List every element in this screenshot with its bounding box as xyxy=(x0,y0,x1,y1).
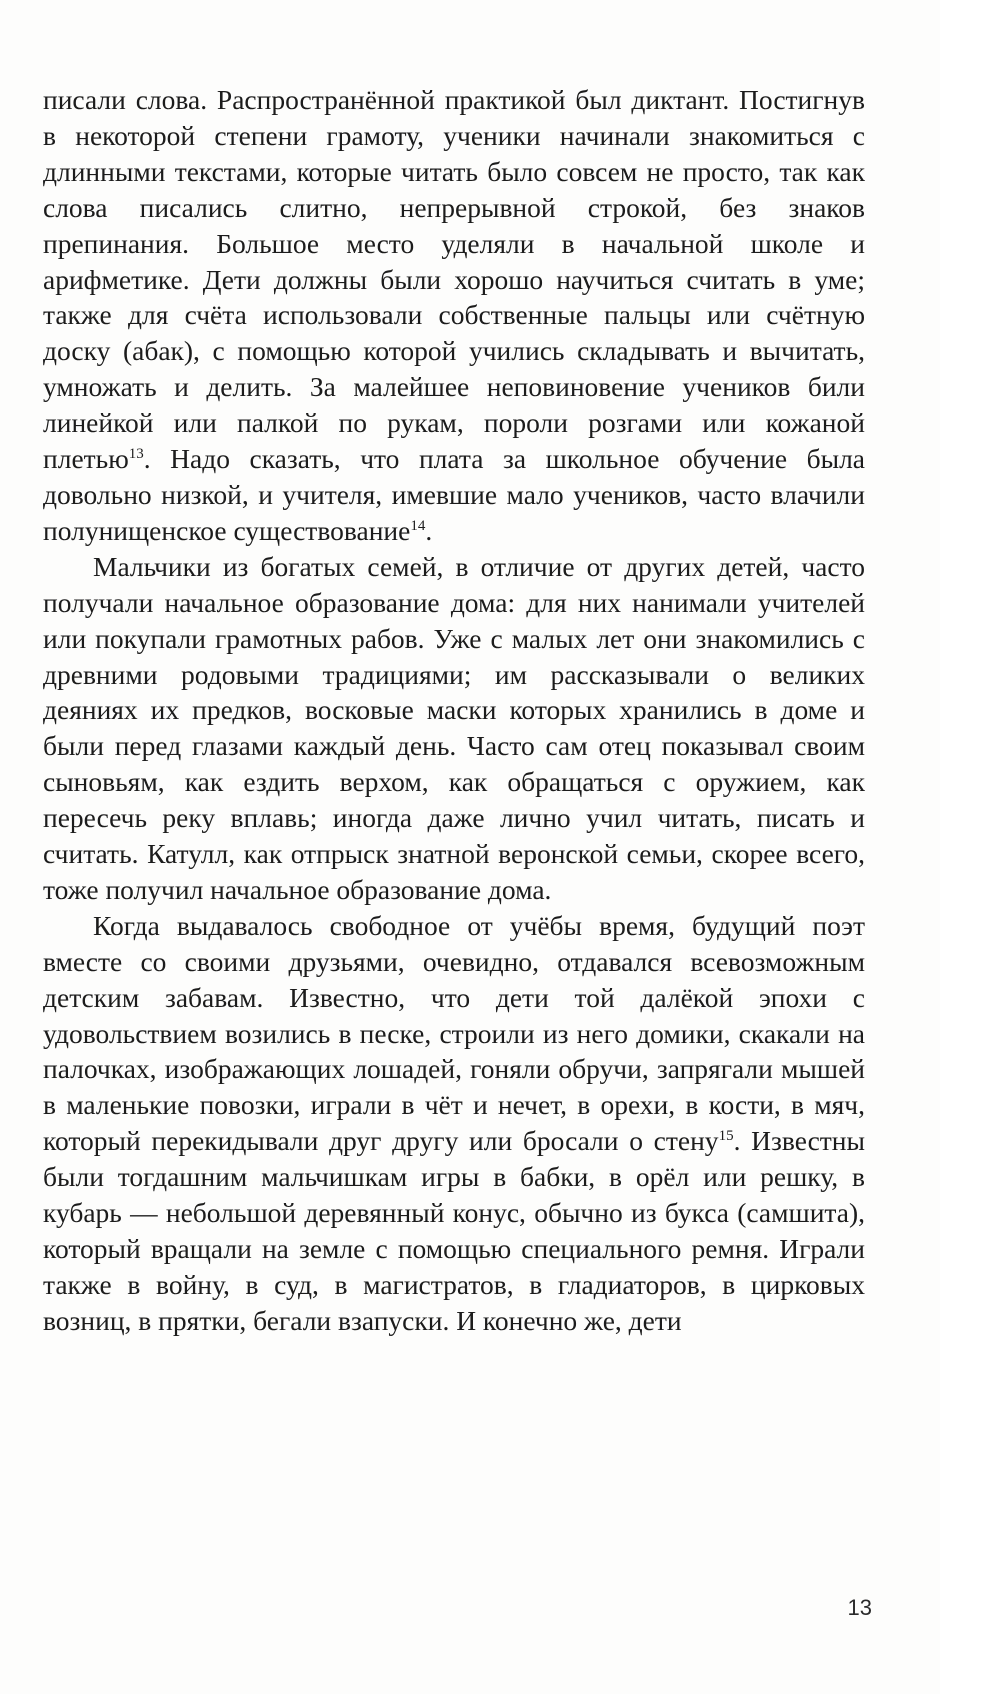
paragraph-2-text: Мальчики из богатых семей, в отличие от других детей, часто получали начальное образование дома: для них нанимали учителей или покупали грамотных рабов. Уже с малых лет они знакомились с древними родовыми традициями; им рассказывали о великих деяниях их предков, восковые маски которых хранились в доме и были перед глазами каждый день. Часто сам отец показывал своим сыновьям, как ездить верхом, как обращаться с оружием, как пересечь реку вплавь; иногда даже лично учил читать, писать и считать. Катулл, как отпрыск знатной веронской семьи, скорее всего, тоже получил начальное образование дома. xyxy=(43,550,865,905)
footnote-ref-14: 14 xyxy=(410,517,426,534)
page-number: 13 xyxy=(847,1595,872,1620)
paragraph-3-text-a: Когда выдавалось свободное от учёбы время, будущий поэт вместе со своими друзьями, очевидно, отдавался всевозможным детским забавам. Известно, что дети той далёкой эпохи с удовольствием возились в песке, строили из него домики, скакали на палочках, изображающих лошадей, гоняли обручи, запрягали мышей в маленькие повозки, играли в чёт и нечет, в орехи, в кости, в мяч, который перекидывали друг другу или бросали о стену xyxy=(43,909,865,1157)
paragraph-1-text-c: . xyxy=(425,514,433,546)
paragraph-3 xyxy=(43,908,865,1339)
paragraph-1-text-b: . Надо сказать, что плата за школьное обучение была довольно низкой, и учителя, имевшие мало учеников, часто влачили полунищенское существование xyxy=(43,443,865,546)
paragraph-2 xyxy=(43,549,865,908)
paragraph-3-text-b: . Известны были тогдашним мальчишкам игры в бабки, в орёл или решку, в кубарь — небольшой деревянный конус, обычно из букса (самшита), который вращали на земле с помощью специального ремня. Играли также в войну, в суд, в магистратов, в гладиаторов, в цирковых возниц, в прятки, бегали взапуски. И конечно же, дети xyxy=(43,1125,865,1336)
footnote-ref-15: 15 xyxy=(718,1128,734,1145)
paragraph-1-text-a: писали слова. Распространённой практикой был диктант. Постигнув в некоторой степени грамоту, ученики начинали знакомиться с длинными текстами, которые читать было совсем не просто, так как слова писались слитно, непрерывной строкой, без знаков препинания. Большое место уделяли в начальной школе и арифметике. Дети должны были хорошо научиться считать в уме; также для счёта использовали собственные пальцы или счётную доску (абак), с помощью которой учились складывать и вычитать, умножать и делить. За малейшее неповиновение учеников били линейкой или палкой по рукам, пороли розгами или кожаной плетью xyxy=(43,84,865,475)
body-text xyxy=(43,82,865,1339)
footnote-ref-13: 13 xyxy=(128,446,144,463)
paragraph-1 xyxy=(43,82,865,549)
